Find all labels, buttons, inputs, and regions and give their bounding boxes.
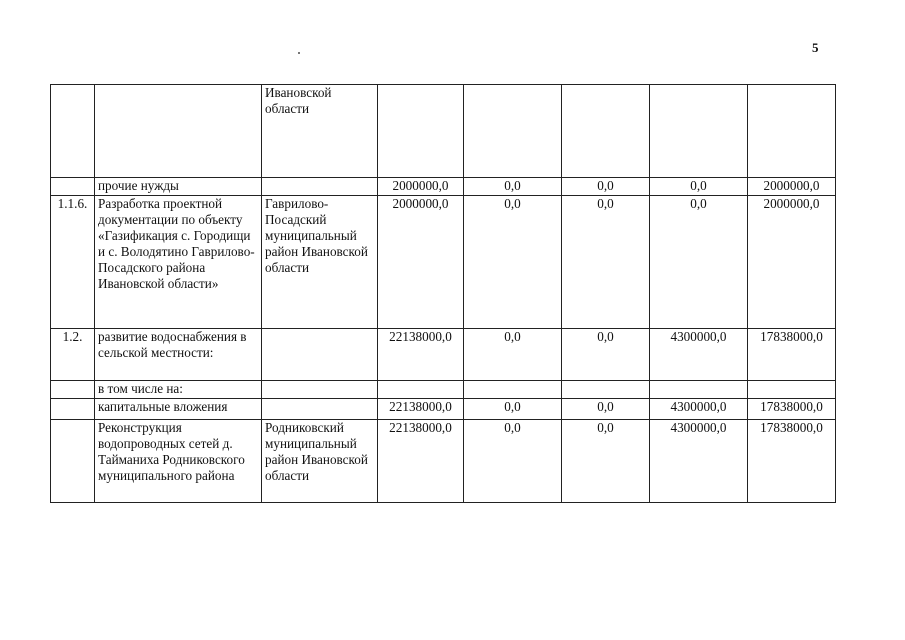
row-col2: 0,0: [562, 420, 650, 503]
row-index: 1.1.6.: [51, 196, 95, 329]
page-number: 5: [812, 40, 819, 55]
row-col4: 2000000,0: [748, 178, 836, 196]
row-name: развитие водоснабжения в сельской местности:: [95, 329, 262, 381]
row-index: [51, 420, 95, 503]
row-col4: 17838000,0: [748, 399, 836, 420]
row-col1: 0,0: [464, 420, 562, 503]
row-col2: 0,0: [562, 399, 650, 420]
row-col4: [748, 85, 836, 178]
row-col2: [562, 85, 650, 178]
row-total: 22138000,0: [378, 420, 464, 503]
row-col3: [650, 381, 748, 399]
row-index: [51, 85, 95, 178]
row-col1: [464, 85, 562, 178]
row-index: [51, 381, 95, 399]
row-name: прочие нужды: [95, 178, 262, 196]
row-total: 22138000,0: [378, 329, 464, 381]
row-total: 22138000,0: [378, 399, 464, 420]
row-col4: [748, 381, 836, 399]
row-col4: 2000000,0: [748, 196, 836, 329]
row-executor: [262, 178, 378, 196]
row-index: [51, 399, 95, 420]
row-index: 1.2.: [51, 329, 95, 381]
row-col2: [562, 381, 650, 399]
row-col3: 4300000,0: [650, 329, 748, 381]
row-col1: 0,0: [464, 178, 562, 196]
budget-table: [50, 84, 836, 503]
row-col2: 0,0: [562, 196, 650, 329]
row-name: Разработка проектной документации по объекту «Газификация с. Городищи и с. Володятино Гаврилово-Посадского района Ивановской области»: [95, 196, 262, 329]
row-col1: [464, 381, 562, 399]
row-total: [378, 85, 464, 178]
row-col3: [650, 85, 748, 178]
table-row: [51, 381, 836, 399]
row-col3: 0,0: [650, 178, 748, 196]
row-total: [378, 381, 464, 399]
row-col4: 17838000,0: [748, 420, 836, 503]
row-executor: Гаврилово-Посадский муниципальный район Ивановской области: [262, 196, 378, 329]
row-name: Реконструкция водопроводных сетей д. Тайманиха Родниковского муниципального района: [95, 420, 262, 503]
table-row: [51, 196, 836, 329]
row-total: 2000000,0: [378, 196, 464, 329]
row-name: [95, 85, 262, 178]
row-name: капитальные вложения: [95, 399, 262, 420]
row-executor: [262, 399, 378, 420]
row-col1: 0,0: [464, 329, 562, 381]
table-row: [51, 178, 836, 196]
row-col3: 4300000,0: [650, 399, 748, 420]
row-executor: Родниковский муниципальный район Ивановской области: [262, 420, 378, 503]
row-col2: 0,0: [562, 178, 650, 196]
row-executor: Ивановской области: [262, 85, 378, 178]
row-total: 2000000,0: [378, 178, 464, 196]
table-row: [51, 85, 836, 178]
row-col1: 0,0: [464, 399, 562, 420]
row-col4: 17838000,0: [748, 329, 836, 381]
row-executor: [262, 381, 378, 399]
scan-speck: [298, 52, 300, 54]
row-col3: 4300000,0: [650, 420, 748, 503]
row-name: в том числе на:: [95, 381, 262, 399]
row-executor: [262, 329, 378, 381]
table-row: [51, 329, 836, 381]
row-col2: 0,0: [562, 329, 650, 381]
row-index: [51, 178, 95, 196]
row-col1: 0,0: [464, 196, 562, 329]
table-row: [51, 399, 836, 420]
row-col3: 0,0: [650, 196, 748, 329]
table-row: [51, 420, 836, 503]
